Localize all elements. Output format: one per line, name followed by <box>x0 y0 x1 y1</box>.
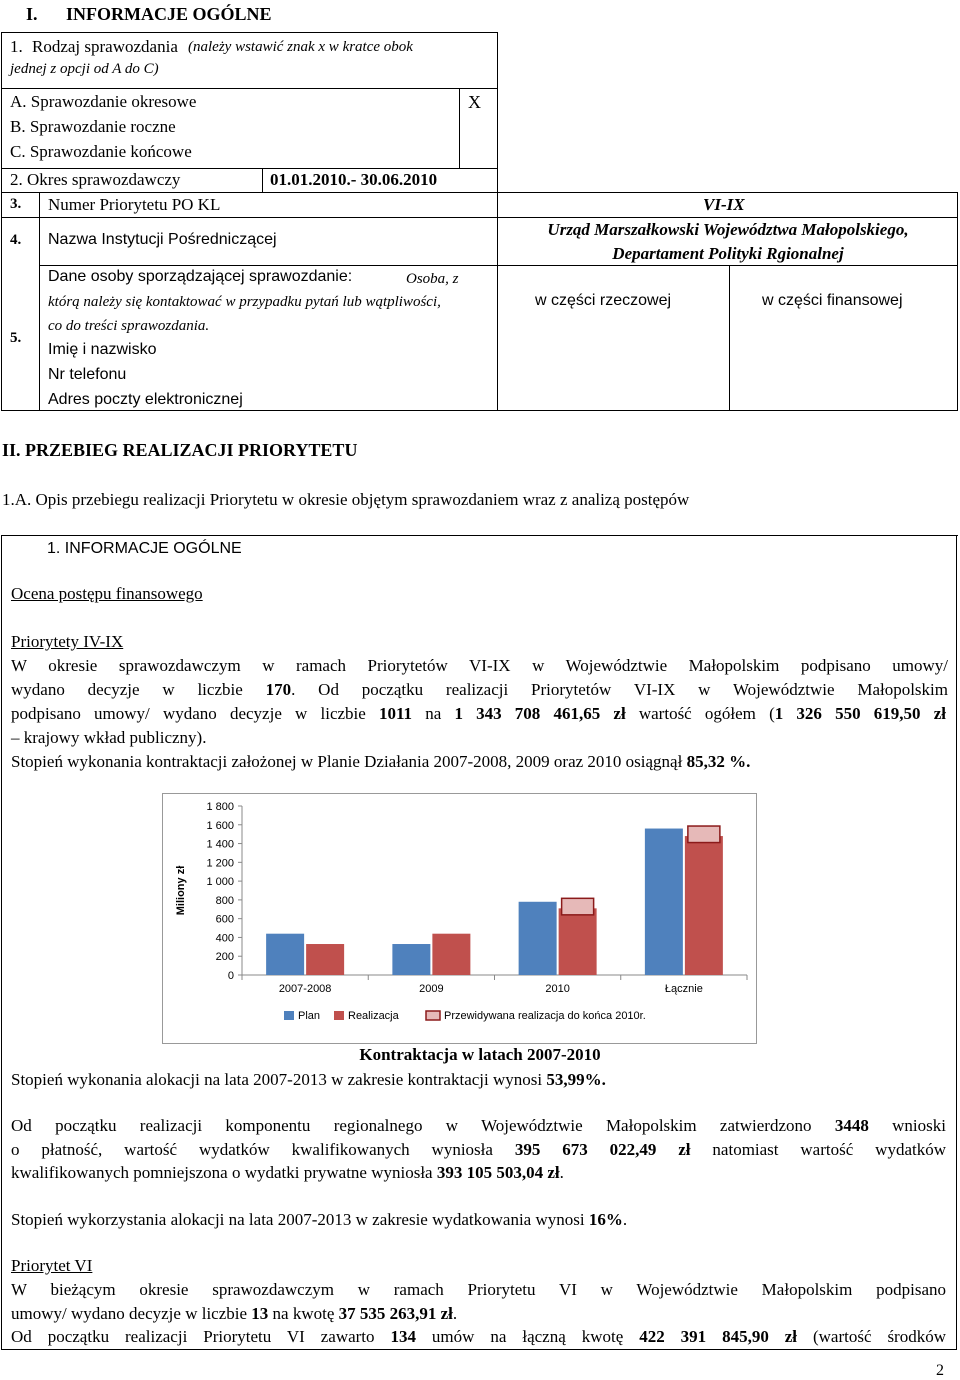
table-border <box>39 192 40 410</box>
q4-label: Nazwa Instytucji Pośredniczącej <box>48 231 277 248</box>
q5-hint: Osoba, z <box>406 271 459 287</box>
paragraph-6-line-1: W bieżącym okresie sprawozdawczym w ramach Priorytetu VI w Województwie Małopolskim podpisano <box>11 1280 946 1299</box>
bar-plan <box>519 902 557 975</box>
y-tick-label: 800 <box>215 894 234 907</box>
paragraph-6-line-2: umowy/ wydano decyzje w liczbie 13 na kwotę 37 535 263,91 zł. <box>11 1304 458 1323</box>
table-border <box>459 88 460 168</box>
q5-row-email: Adres poczty elektronicznej <box>48 391 243 408</box>
q5-row-phone: Nr telefonu <box>48 366 127 383</box>
section-heading: INFORMACJE OGÓLNE <box>66 4 272 24</box>
q2-label: 2. Okres sprawozdawczy <box>10 170 181 189</box>
section2-heading: II. PRZEBIEG REALIZACJI PRIORYTETU <box>2 440 358 460</box>
priorytet-vi-heading: Priorytet VI <box>11 1256 93 1275</box>
chart-caption: Kontraktacja w latach 2007-2010 <box>359 1045 601 1064</box>
bar-realizacja <box>559 908 597 975</box>
paragraph-1-line-4: – krajowy wkład publiczny). <box>11 728 207 747</box>
table-border <box>497 192 498 410</box>
legend-swatch <box>284 1011 294 1020</box>
paragraph-4-line-3: kwalifikowanych pomniejszona o wydatki prywatne wyniosła 393 105 503,04 zł. <box>11 1163 564 1182</box>
bar-realizacja <box>685 836 723 975</box>
table-border <box>39 265 958 266</box>
contracting-chart <box>162 793 757 1044</box>
table-border <box>1 410 958 411</box>
q4-value: Urząd Marszałkowski Województwa Małopolskiego, <box>547 220 909 239</box>
legend-label: Realizacja <box>348 1010 399 1022</box>
q5-row-name: Imię i nazwisko <box>48 341 157 358</box>
q5-number: 5. <box>10 330 22 346</box>
q4-value-2: Departament Polityki Rgionalnej <box>612 244 844 263</box>
frame-border <box>1 535 2 1350</box>
paragraph-2: Stopień wykonania kontraktacji założonej w Planie Działania 2007-2008, 2009 oraz 2010 osiągnął 85,32 %. <box>11 752 751 771</box>
y-tick-label: 1 800 <box>206 801 234 813</box>
q1-label: Rodzaj sprawozdania <box>32 37 178 56</box>
paragraph-7: Od początku realizacji Priorytetu VI zawarto 134 umów na łączną kwotę 422 391 845,90 zł (wartość środków <box>11 1327 946 1346</box>
paragraph-1-line-3: podpisano umowy/ wydano decyzje w liczbie 1011 na 1 343 708 461,65 zł wartość ogółem (1 326 550 619,50 zł <box>11 704 946 723</box>
table-border <box>1 168 498 169</box>
table-border <box>1 217 958 218</box>
frame-border <box>956 535 957 1350</box>
table-border <box>1 192 958 193</box>
x-tick-label: Łącznie <box>664 983 703 995</box>
y-tick-label: 200 <box>215 951 234 964</box>
paragraph-1-line-1: W okresie sprawozdawczym w ramach Priorytetów VI-IX w Województwie Małopolskim podpisano umowy/ <box>11 656 948 675</box>
q1-hint: (należy wstawić znak x w kratce obok <box>188 39 413 55</box>
q1-number: 1. <box>10 37 23 56</box>
q2-value: 01.01.2010.- 30.06.2010 <box>270 170 438 189</box>
q3-label: Numer Priorytetu PO KL <box>48 195 221 214</box>
frame-border <box>1 1349 957 1350</box>
q3-number: 3. <box>10 196 22 212</box>
y-tick-label: 600 <box>215 913 234 926</box>
frame-border <box>1 535 958 536</box>
y-tick-label: 1 600 <box>206 819 234 832</box>
bar-przewidywana <box>688 826 720 843</box>
option-a-label: A. Sprawozdanie okresowe <box>10 92 197 111</box>
q5-col-rzeczowa: w części rzeczowej <box>535 292 672 309</box>
paragraph-3: Stopień wykonania alokacji na lata 2007-2013 w zakresie kontraktacji wynosi 53,99%. <box>11 1070 606 1089</box>
y-tick-label: 400 <box>215 932 234 945</box>
y-tick-label: 1 000 <box>206 876 234 889</box>
section-number: I. <box>26 4 38 24</box>
q5-label: Dane osoby sporządzającej sprawozdanie: <box>48 268 353 285</box>
q5-hint-2: którą należy się kontaktować w przypadku pytań lub wątpliwości, <box>48 294 441 310</box>
table-border <box>1 32 498 33</box>
table-border <box>957 192 958 410</box>
option-c-label: C. Sprawozdanie końcowe <box>10 142 192 161</box>
x-tick-label: 2007-2008 <box>278 983 332 995</box>
y-tick-label: 1 200 <box>206 857 234 870</box>
y-tick-label: 0 <box>227 970 234 982</box>
q3-value: VI-IX <box>703 195 745 214</box>
q5-col-finansowa: w części finansowej <box>762 292 903 309</box>
table-border <box>729 265 730 410</box>
x-tick-label: 2010 <box>545 983 570 995</box>
legend-swatch <box>334 1011 344 1020</box>
table-border <box>1 88 498 89</box>
q5-hint-3: co do treści sprawozdania. <box>48 318 210 334</box>
paragraph-4-line-1: Od początku realizacji komponentu regionalnego w Województwie Małopolskim zatwierdzono 3448 wnioski <box>11 1116 946 1135</box>
bar-plan <box>645 829 683 975</box>
paragraph-4-line-2: o płatność, wartość wydatków kwalifikowanych wyniosła 395 673 022,49 zł natomiast wartość wydatków <box>11 1140 946 1159</box>
page-number: 2 <box>936 1362 944 1379</box>
section2-subheading: 1.A. Opis przebiegu realizacji Priorytetu w okresie objętym sprawozdaniem wraz z analizą postępów <box>2 490 690 509</box>
paragraph-5: Stopień wykorzystania alokacji na lata 2007-2013 w zakresie wydatkowania wynosi 16%. <box>11 1210 628 1229</box>
option-a-checkbox[interactable]: X <box>468 92 481 112</box>
paragraph-1-line-2: wydano decyzje w liczbie 170. Od początku realizacji Priorytetów VI-IX w Województwie Małopolskim <box>11 680 948 699</box>
x-tick-label: 2009 <box>419 983 444 995</box>
y-axis-title: Miliony zł <box>175 865 187 916</box>
bar-realizacja <box>432 934 470 975</box>
legend-swatch <box>426 1011 440 1020</box>
bar-realizacja <box>306 944 344 975</box>
table-border <box>262 168 263 192</box>
bar-plan <box>392 944 430 975</box>
q4-number: 4. <box>10 232 22 248</box>
bar-przewidywana <box>562 898 594 915</box>
ocena-heading: Ocena postępu finansowego <box>11 584 203 603</box>
legend-label: Plan <box>298 1010 321 1022</box>
bar-plan <box>266 934 304 975</box>
priorytety-heading: Priorytety IV-IX <box>11 632 124 651</box>
y-tick-label: 1 400 <box>206 838 234 851</box>
legend-label: Przewidywana realizacja do końca 2010r. <box>444 1010 646 1022</box>
box-heading: 1. INFORMACJE OGÓLNE <box>47 540 242 557</box>
table-border <box>1 32 2 410</box>
option-b-label: B. Sprawozdanie roczne <box>10 117 176 136</box>
q1-hint-2: jednej z opcji od A do C) <box>10 61 159 77</box>
